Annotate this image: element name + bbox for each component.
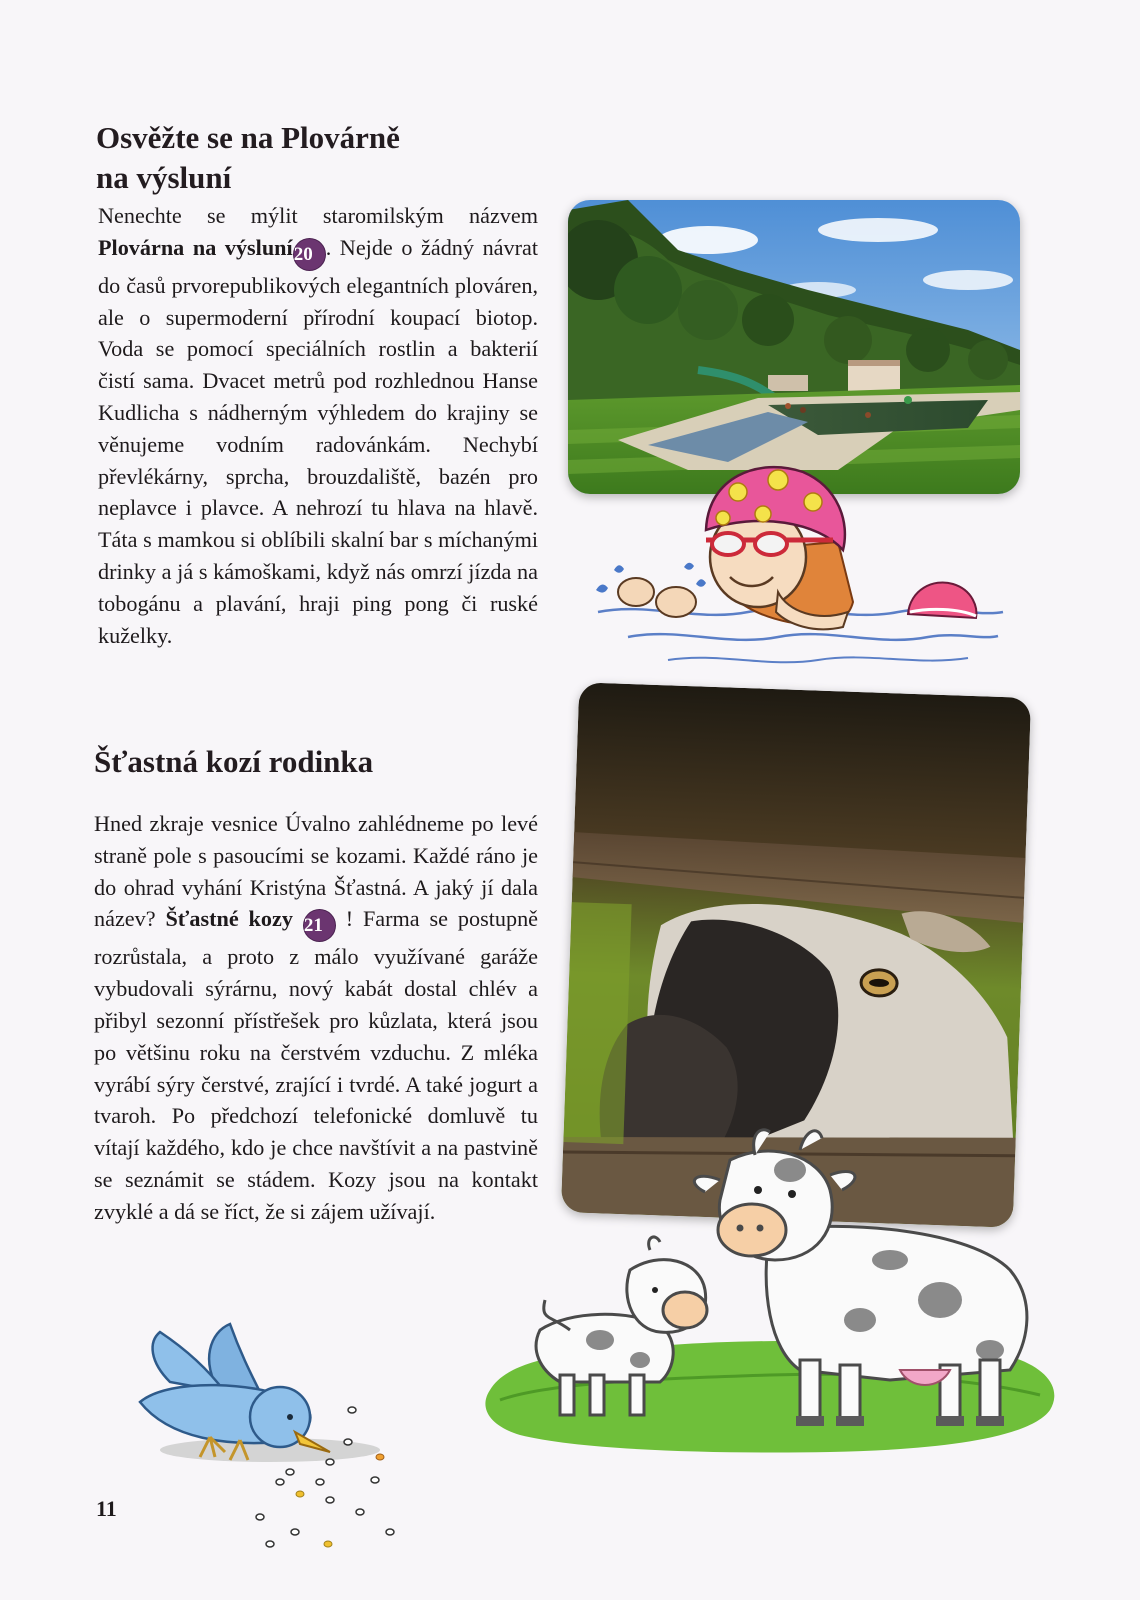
heading-line-1: Osvěžte se na Plovárně	[96, 120, 400, 155]
pool-paragraph	[98, 200, 538, 651]
heading-line-2: na výsluní	[96, 160, 232, 195]
goats-farm-name: Šťastné kozy	[165, 906, 293, 932]
goats-text-after: ! Farma se postupně rozrůstala, a proto z málo využívané garáže vybudovali sýrárnu, nový kabát dostal chlév a přibyl sezonní přístřešek pro kůzlata, která jsou po většinu roku na čerstvém vzduchu. Z mléka vyrábí sýry čerstvé, zrající i tvrdé. A také jogurt a tvaroh. Po předchozí telefonické domluvě tu vítají každého, kdo je chce navštívit a na pastvině se seznámit se stádem. Kozy jsou na kontakt zvyklé a dá se říct, že si zájem užívají.	[94, 906, 539, 1224]
girl-swimmer-illustration	[588, 452, 1008, 682]
section-heading-pool	[96, 118, 536, 198]
pool-name: Plovárna na výsluní	[98, 234, 293, 260]
pool-text-before: Nenechte se mýlit staromilským názvem	[98, 203, 538, 228]
location-badge-21: 21	[304, 910, 335, 941]
page-number: 11	[96, 1496, 117, 1521]
cow-and-calf-illustration	[470, 1120, 1070, 1470]
pool-text-after: . Nejde o žádný návrat do časů prvorepublikových elegantních plováren, ale o supermoderní přírodní koupací biotop. Voda se pomocí speciálních rostlin a bakterií čistí sama. Dvacet metrů pod rozhlednou Hanse Kudlicha s nádherným výhledem do krajiny se věnujeme vodním radovánkám. Nechybí převlékárny, sprcha, brouzdaliště, bazén pro neplavce i plavce. A nehrozí tu hlava na hlavě. Táta s mamkou si oblíbili skalní bar s míchanými drinky a já s kámoškami, když nás omrzí jízda na tobogánu a plavání, hraji ping pong či ruské kuželky.	[98, 234, 538, 648]
bird-pecking-seeds-illustration	[130, 1322, 430, 1592]
pool-photo	[568, 200, 1020, 494]
goats-text-before: Hned zkraje vesnice Úvalno zahlédneme po levé straně pole s pasoucími se kozami. Každé ráno je do ohrad vyhání Kristýna Šťastná. A jaký jí dala název?	[94, 811, 538, 932]
location-badge-20: 20	[294, 239, 325, 270]
section-heading-goats: Šťastná kozí rodinka	[94, 744, 374, 779]
